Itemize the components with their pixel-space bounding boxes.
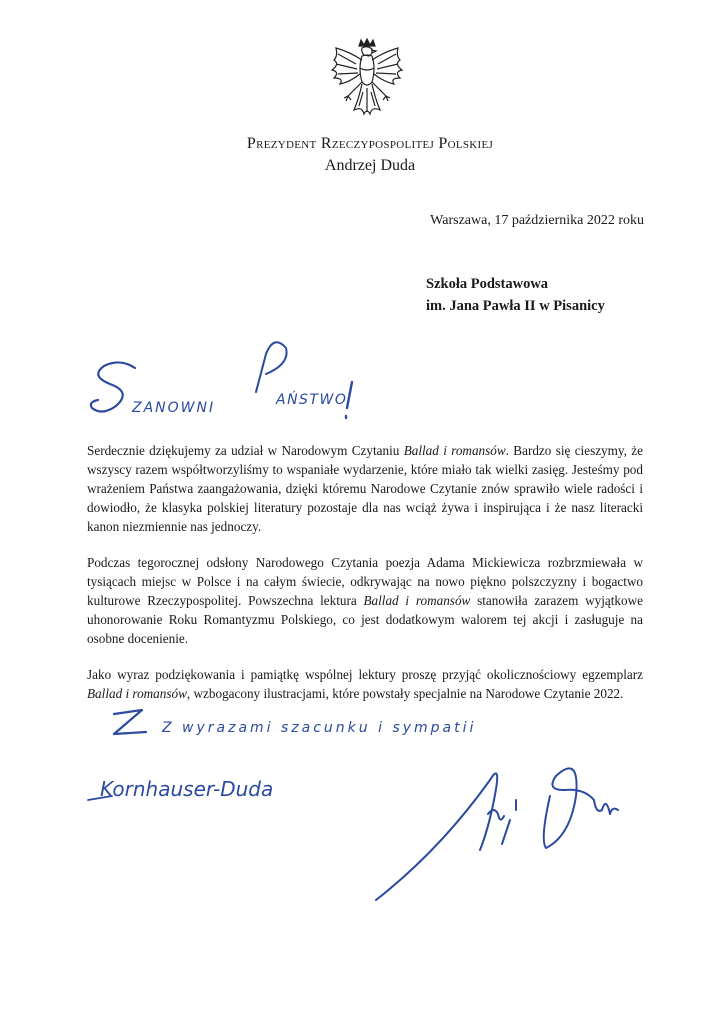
paragraph-2 xyxy=(87,553,643,648)
p2-book-title: Ballad i romansów xyxy=(363,593,471,608)
p3-book-title: Ballad i romansów xyxy=(87,686,187,701)
letter-date: Warszawa, 17 października 2022 roku xyxy=(430,213,644,228)
p2-text-a: Podczas tegorocznej odsłony Narodowego Czytania poezja Adama Mickiewicza rozbrzmiewała w tysiącach miejsc w Polsce i na całym świecie, odkrywając na nowo piękno polszczyzny i bogactwo kulturowe Rzeczypospolitej. Powszechna lektura xyxy=(87,555,643,608)
paragraph-3 xyxy=(87,665,643,703)
letter-body xyxy=(87,441,643,720)
p3-text-a: Jako wyraz podziękowania i pamiątkę wspólnej lektury proszę przyjąć okolicznościowy egzemplarz xyxy=(87,667,643,682)
office-title: Prezydent Rzeczypospolitej Polskiej xyxy=(246,135,494,152)
signature-president xyxy=(370,740,630,910)
eagle-emblem-icon xyxy=(326,38,408,128)
p3-text-b: , wzbogacony ilustracjami, które powstały specjalnie na Narodowe Czytanie 2022. xyxy=(186,686,624,701)
salutation-text-a: ZANOWNI xyxy=(132,400,216,416)
p1-book-title: Ballad i romansów xyxy=(403,443,506,458)
signature-left xyxy=(86,760,376,810)
p2-text-b: stanowiła zarazem wyjątkowe uhonorowanie Roku Romantyzmu Polskiego, co jest dodatkowym walorem tej akcji i zasługuje na osobne docenienie. xyxy=(87,593,643,646)
signature-left-text: Kornhauser-Duda xyxy=(100,777,274,801)
paragraph-1 xyxy=(87,441,643,536)
salutation-text-b: AŃSTWO xyxy=(276,392,348,408)
p1-text-b: . Bardzo się cieszymy, że wszyscy razem współtworzyliśmy to wspaniałe wydarzenie, które miało tak wielki zasięg. Jesteśmy pod wrażeniem Państwa zaangażowania, dzięki któremu Narodowe Czytanie znów sprawiło wiele radości i dowiodło, że klasyka polskiej literatury pozostaje dla nas wciąż żywa i inspirująca i że nasz literacki kanon niezmiennie nas jednoczy. xyxy=(87,443,643,534)
p1-text-a: Serdecznie dziękujemy za udział w Narodowym Czytaniu xyxy=(87,443,404,458)
recipient-line-1: Szkoła Podstawowa xyxy=(426,276,549,292)
recipient-line-2: im. Jana Pawła II w Pisanicy xyxy=(426,298,605,314)
handwritten-salutation xyxy=(80,330,370,430)
recipient-block xyxy=(426,273,605,317)
letterhead xyxy=(0,133,724,177)
closing-text: Z wyrazami szacunku i sympatii xyxy=(162,720,477,736)
president-name: Andrzej Duda xyxy=(324,157,416,174)
